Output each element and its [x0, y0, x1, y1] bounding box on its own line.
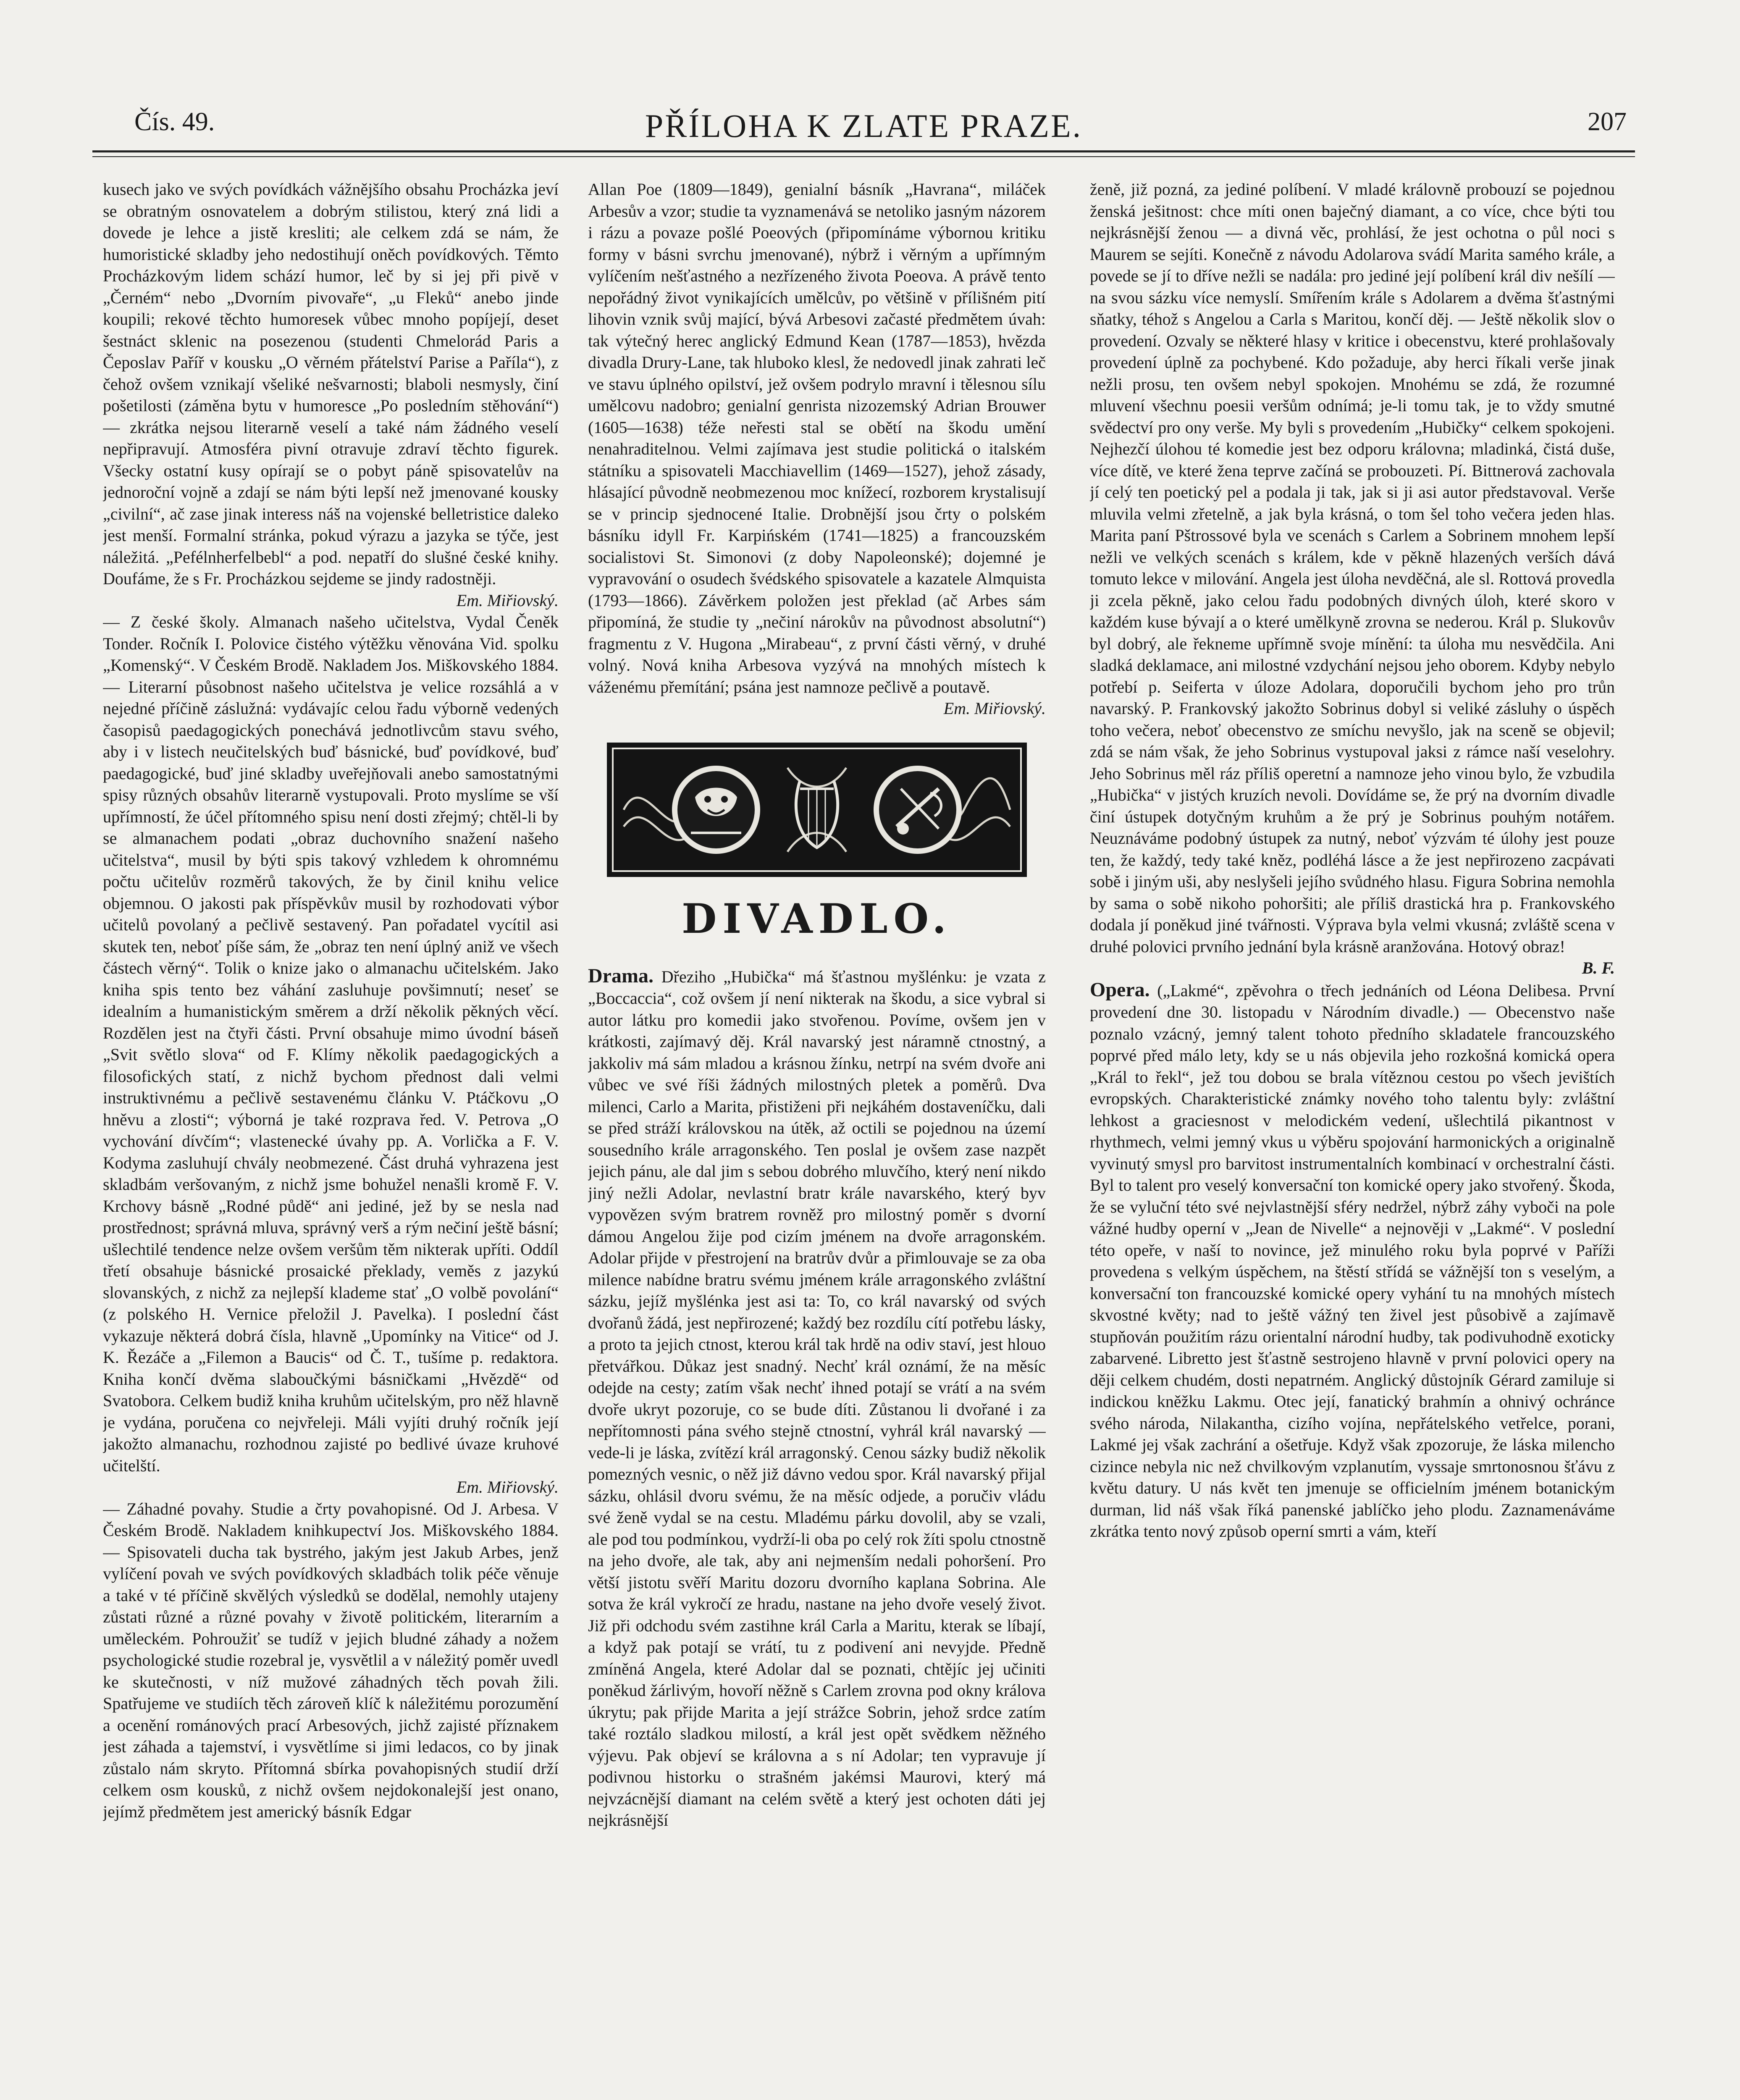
page-number: 207	[1588, 108, 1627, 136]
drama-review-text: Dřeziho „Hubička“ má šťastnou myšlénku: je vzata z „Boccaccia“, což ovšem jí není nikterak na škodu, a sice vybral si autor látku pro komedii jako stvořenou. Povíme, ovšem jen v krátkosti, zajímavý děj. Král navarský jest náramně ctnostný, a jakkoliv má sám mladou a krásnou žínku, netrpí na svém dvoře ani vůbec ve své říši žádných milostných pletek a poměrů. Dva milenci, Carlo a Marita, přistiženi při nejkáhém dostaveníčku, dali se před stráží královskou na útěk, až octili se pojednou na území sousedního krále arragonského. Ten poslal je ovšem zase nazpět jejich pánu, ale dal jim s sebou dobrého mluvčího, který není nikdo jiný nežli Adolar, nevlastní bratr krále navarského, který byv vypovězen svým bratrem rovněž pro milostný poměr s dvorní dámou Angelou žije pod cizím jménem na dvoře arragonském. Adolar přijde v přestrojení na bratrův dvůr a přimlouvaje se za oba milence nabídne bratru svému jménem krále arragonského zvláštní sázku, jejíž myšlénka jest asi ta: To, co král navarský od svých dvořanů žádá, jest nepřirozené; každý bez rozdílu cítí potřebu lásky, a proto ta jejich ctnost, kterou král tak hrdě na odiv staví, jest hlouo přetvářkou. Důkaz jest snadný. Nechť král oznámí, že na měsíc odejde na cesty; zatím však nechť ihned potají se vrátí a na svém dvoře ukryt pozoruje, co se bude díti. Zůstanou li dvořané i za nepřítomnosti pána svého stejně ctnostní, vyhrál král navarský — vede-li je láska, zvítězí král arragonský. Cenou sázky budiž několik pomezných vesnic, o něž již dávno vedou spor. Král navarský přijal sázku, ohlásil dvoru svému, že na měsíc odjede, a poručiv vládu své ženě vydal se na cestu. Mladému párku dovolil, aby se vzali, ale pod tou podmínkou, vydrží-li oba po celý rok žíti spolu ctnostně na jeho dvoře, ale tak, aby ani nejmenším nedali pohoršení. Pro větší jistotu svěří Maritu dozoru dvorního kaplana Sobrina. Ale sotva že král vykročí ze hradu, nastane na jeho dvoře veselý život. Již při odchodu svém zastihne král Carla a Maritu, kterak se líbají, a když pak potají se vrátí, tu z podivení ani nevyjde. Předně zmíněná Angela, které Adolar dal se poznati, chtějíc jej učiniti poněkud žárlivým, hovoří něžně s Carlem zrovna pod okny králova úkrytu; pak přijde Marita a její strážce Sobrin, jehož srdce zatím také roztálo sladkou milostí, a král jest opět svědkem něžného výjevu. Pak objeví se královna a s ní Adolar; ten vypravuje jí podivnou historku o strašném jakémsi Maurovi, který má nejvzácnější diamant na celém světě a který jest ochoten dáti jej nejkrásnější	[588, 967, 1046, 1830]
column-left	[103, 178, 559, 2100]
opera-review-text: („Lakmé“, zpěvohra o třech jednáních od Léona Delibesa. První provedení dne 30. listopadu v Národním divadle.) — Obecenstvo naše poznalo vzácný, jemný talent tohoto předního skladatele francouzského poprvé před málo lety, kdy se u nás objevila jeho rozkošná komická opera „Král to řekl“, jež tou dobou se brala vítěznou cestou po všech jevištích evropských. Charakteristické známky nového toho talentu byly: zvláštní lehkost a graciesnost v melodickém vedení, ušlechtilá pikantnost v rhythmech, velmi jemný vkus u výběru spojování harmonických a originalně vyvinutý smysl pro barvitost instrumentalních kombinací v orchestralní části. Byl to talent pro veselý konversační ton komické opery jako stvořený. Škoda, že se vyluční této své nejvlastnější sféry nedržel, nýbrž záhy vyboči na pole vážné hudby operní v „Jean de Nivelle“ a nejnověji v „Lakmé“. V poslední této opeře, v naší to novince, jež minulého roku byla poprvé v Paříži provedena s velkým úspěchem, na štěstí střídá se vážnější ton s veselým, a konversační ton francouzské komické opery vyhání tu na mnohých místech skvostné květy; nad to ještě vážný ten živel jest působivě a zajímavě stupňován použitím rázu orientalní národní hudby, tak podivuhodně exoticky zabarvené. Libretto jest šťastně sestrojeno hlavně v první polovici opery na ději celkem chudém, dosti nepatrném. Anglický důstojník Gérard zamiluje si indickou kněžku Lakmu. Otec její, fanatický brahmín a ohnivý ochránce svého národa, Nilakantha, cizího vojína, nepřátelského vetřelce, porani, Lakmé jej však zachrání a ošetřuje. Když však zpozoruje, že láska milencho cizince nebyla nic než chvilkovým vzplanutím, vyssaje smrtonosnou šťávu z květu datury. U nás květ ten jmenuje se officielním jménem botanickým durman, lid náš však říká panenské jablíčko jeho plodu. Zaznamenáváme zkrátka tento nový způsob operní smrti a vám, kteří	[1090, 981, 1615, 1541]
review-procházka-text: kusech jako ve svých povídkách vážnějšího obsahu Procházka jeví se obratným osnovatelem a dobrým stilistou, který zná lidi a dovede je lehce a jistě kresliti; ale celkem zdá se nám, že humoristické skladby jeho nedostihují oněch povídkových. Těmto Procházkovým lidem schází humor, leč by si jej při pivě v „Černém“ nebo „Dvorním pivovaře“, „u Fleků“ anebo jinde koupili; rekové těchto humoresek vůbec mnoho popíjejí, deset šestnáct sklenic na posezenou (studenti Chmelorád Paris a Čeposlav Paříř v kousku „O věrném přátelství Parise a Paříla“), z čehož ovšem vznikají všeliké nešvarnosti; blaboli nesmysly, činí pošetilosti (záměna bytu v humoresce „Po posledním stěhování“) — zkrátka nejsou literarně veselí a také nám žádného veselí nepřipravují. Atmosféra pivní otravuje zdraví těchto figurek. Všecky ostatní kusy opírají se o pobyt páně spisovatelův na jednoroční vojně a zdají se nám býti lepší než jmenované kousky „civilní“, ač zase jinak interess náš na vojenské belletristice daleko jest menší. Formalní stránka, pokud výrazu a jazyka se týče, jest náležitá. „Pefélnherfelbebl“ a pod. nepatří do slušné české knihy. Doufáme, že s Fr. Procházkou sejdeme se jindy radostněji.	[103, 180, 559, 588]
review-signature: Em. Miřiovský.	[456, 1478, 559, 1496]
opera-review	[1090, 979, 1615, 1542]
issue-number: Čís. 49.	[134, 108, 215, 136]
drama-review-continued: ženě, již pozná, za jediné políbení. V mladé královně probouzí se pojednou ženská ješitnost: chce míti onen baječný diamant, a co více, chce býti tou nejkrásnější ženou — a divná věc, prohlásí, že jest ochotna o půl noci s Maurem se sejíti. Konečně z návodu Adolarova svádí Marita samého krále, a povede se jí to dříve nežli se nadála: pro jediné její políbení král div nešílí — na svou sázku více nemyslí. Smířením krále s Adolarem a dvěma šťastnými sňatky, téhož s Angelou a Carla s Maritou, končí děj. — Ještě několik slov o provedení. Ozvaly se některé hlasy v kritice i obecenstvu, které prohlašovaly provedení úplně za pochybené. Kdo požaduje, aby herci říkali verše jinak nežli prosu, ten ovšem nebyl spokojen. Mnohému se zdá, že rozumné mluvení všechnu poesii veršům odnímá; je-li tomu tak, je to vždy smutné svědectví pro ony verše. My byli s provedením „Hubičky“ celkem spokojeni. Nejhezčí úlohou té komedie jest bez odporu královna; mladinká, čistá duše, více dítě, ve které žena teprve začíná se probouzeti. Pí. Bittnerová zachovala jí celý ten poetický pel a podala ji tak, jak si ji asi autor představoval. Verše mluvila velmi zřetelně, a jak byla krásná, o tom šel toho večera jeden hlas. Marita paní Pštrossové byla ve scenách s Carlem a Sobrinem mnohem lepší nežli ve velkých scenách s králem, kde v pěkně hlazených verších dává tomuto lekce v milování. Angela jest úloha nevděčná, ale sl. Rottová provedla ji zcela pěkně, jako celou řadu podobných divných úloh, které skoro v každém kuse bývají a o které umělkyně zrovna se nederou. Král p. Slukovův byl dobrý, ale řekneme upřímně svoje mínění: ta úloha mu nesvědčila. Ani sladká deklamace, ani milostné vzdychání nejsou jeho oborem. Kdyby nebylo potřebí p. Seiferta v úloze Adolara, doporučili bychom jeho pro trůn navarský. P. Frankovský jakožto Sobrinus dobyl si veliké zásluhy o úspěch toho večera, neboť obecenstvo ze smíchu nevyšlo, jak na sceně se objevil; zdá se nám však, že jeho Sobrinus vystupoval jaksi z rámce naší veselohry. Jeho Sobrinus měl ráz příliš operetní a namnoze jeho vinou bylo, že vzbudila „Hubička“ v jistých kruzích nevoli. Dovídáme se, že prý na dvorním divadle činí ústupek dotyčným kruhům a že prý je Sobrinus pouhým notářem. Neuznáváme podobný ústupek za nutný, neboť výzvám té úlohy jest pouze ten, že každý, tedy také kněz, podléhá lásce a že jest nepřirozeno zacpávati sobě i jiným uši, aby neslyšeli jejího svůdného hlasu. Figura Sobrina nemohla by sama o sobě nikoho pohoršiti; ale příliš drastická hra p. Frankovského dodala jí poněkud jiné tvářnosti. Výprava byla velmi vkusná; zvláště scena v druhé polovici prvního jednání byla krásně aranžována. Hotový obraz!	[1090, 180, 1615, 956]
music-instruments-medallion-right	[874, 766, 962, 854]
section-heading-divadlo: DIVADLO.	[682, 895, 952, 942]
review-almanach-text: — Z české školy. Almanach našeho učitelstva, Vydal Čeněk Tonder. Ročník I. Polovice čistého výtěžku věnována Vid. spolku „Komenský“. V Českém Brodě. Nakladem Jos. Miškovského 1884. — Literarní působnost našeho učitelstva je velice rozsáhlá a v nejedné příčině záslužná: vydávajíc celou řadu výborně vedených časopisů paedagogických ponechává jednotlivcům stavu svého, aby i v listech neučitelských buď básnické, buď povídkové, buď paedagogické, buď jiné skladby uveřejňovali anebo samostatnými spisy různých obsahův literarně vystupovali. Proto myslíme se vší upřímností, že účel přítomného spisu není dosti zřejmý; chtěl-li by se almanachem podati „obraz duchovního snažení našeho učitelstva“, musil by býti spis takový vzhledem k ohromnému počtu učitelův rozměrů takových, že by činil knihu velice objemnou. O jakosti pak příspěvkův musil by rozhodovati výbor učitelů povolaný a pečlivě sestavený. Pan pořadatel vycítil asi skutek ten, neboť píše sám, že „obraz ten není úplný aniž ve všech částech věrný“. Tolik o knize jako o almanachu učitelském. Jako kniha spis tento bez váhání zasluhuje povšimnutí; neseť se idealním a humanistickým směrem a drží několik pěkných věcí. Rozdělen jest na čtyři části. První obsahuje mimo úvodní báseň „Svit světlo slova“ od F. Klímy několik paedagogických a filosofických statí, z nichž bychom přednost dali velmi instruktivnému a pečlivě sestavenému článku V. Ptáčkovu „O hněvu a zlosti“; výborná je také rozprava řed. V. Petrova „O vychování dívčím“; vlastenecké úvahy pp. A. Vorlička a F. V. Kodyma zasluhují chvály neobmezené. Část druhá vyhrazena jest skladbám veršovaným, z nichž jsme bohužel nenašli kromě F. V. Krchovy básně „Rodné půdě“ ani jediné, jež by se nesla nad prostřednost; správná mluva, správný verš a rým nečiní ještě básní; ušlechtilé tendence nelze ovšem veršům těm nikterak upříti. Oddíl třetí obsahuje básnické prosaické překlady, veměs z jazykú slovanských, z nichž za nejlepší klademe stať „O volbě povolání“ (z polského H. Vernice přeložil J. Pavelka). I poslední část vykazuje některá dobrá čísla, hlavně „Upomínky na Vitice“ od J. K. Řezáče a „Filemon a Baucis“ od Č. T., tušíme p. redaktora. Kniha končí dvěma slaboučkými básničkami „Hvězdě“ od Svatobora. Celkem budiž kniha kruhům učitelským, pro něž hlavně je vydána, poručena co nejvřeleji. Máli vyjíti druhý ročník její jakožto almanachu, rozhodnou zajisté po bedlivé úvaze kruhové učitelští.	[103, 612, 559, 1475]
page-header	[92, 107, 1635, 153]
publication-title: PŘÍLOHA K ZLATE PRAZE.	[645, 108, 1083, 144]
review-arbes-text: — Záhadné povahy. Studie a črty povahopisné. Od J. Arbesa. V Českém Brodě. Nakladem knihkupectví Jos. Miškovského 1884. — Spisovateli ducha tak bystrého, jakým jest Jakub Arbes, jenž vylíčení povah ve svých povídkových skladbách tolik péče věnuje a také v té příčině skvělých výsledků se dodělal, nemohly utajeny zůstati různé a různé povahy v životě politickém, literarním a uměleckém. Pohroužiť se tudíž v jejich bludné záhady a nožem psychologické studie rozebral je, vysvětlil a v náležitý poměr uvedl ke skutečnosti, v níž mužové záhadných těch povah žili. Spatřujeme ve studiích těch zároveň klíč k náležitému porozumění a ocenění románových prací Arbesových, jichž zajisté příznakem jest záhada a tajemství, i vysvětlíme si jimi ledacos, co by jinak zůstalo nám skryto. Přítomná sbírka povahopisných studií drží celkem osm kousků, z nichž ovšem nejdokonalejší jest onano, jejímž předmětem jest americký básník Edgar	[103, 1499, 559, 1821]
drama-label: Drama.	[588, 964, 653, 987]
header-rule-thin	[92, 156, 1635, 157]
ornament-banner-graphic	[607, 743, 1027, 877]
column-right	[1090, 178, 1615, 2100]
decorative-ornament-banner	[607, 743, 1027, 877]
drama-review	[588, 965, 1046, 1831]
theatre-mask-medallion-left	[672, 766, 760, 854]
review-signature: Em. Miřiovský.	[943, 699, 1046, 718]
opera-label: Opera.	[1090, 978, 1150, 1001]
column-middle	[588, 178, 1046, 2100]
review-initials: B. F.	[1582, 958, 1615, 977]
review-arbes-continued: Allan Poe (1809—1849), genialní básník „Havrana“, miláček Arbesův a vzor; studie ta vyznamenává se netoliko jasným názorem i rázu a povaze pošlé Poeových (připomínáme výbornou kritiku formy v básni svrchu jmenované), nýbrž i věrným a upřímným vylíčením nešťastného a nezřízeného života Poeova. A právě tento nepořádný život vynikajících umělcův, po většině v přílišném pití lihovin vznik svůj mající, bývá Arbesovi začasté předmětem úvah: tak výtečný herec anglický Edmund Kean (1787—1853), hvězda divadla Drury-Lane, tak hluboko klesl, že nedovedl jinak zahrati leč ve stavu úplného opilství, jež ovšem podrylo mravní i tělesnou sílu umělcovu nadobro; genialní genrista nizozemský Adrian Brouwer (1605—1638) téže neřesti stal se obětí na škodu umění nenahraditelnou. Velmi zajímava jest studie politická o italském státníku a spisovateli Macchiavellim (1469—1527), jehož zásady, hlásající původně neobmezenou moc knížecí, rozborem krystalisují se v princip sjednocené Italie. Drobnější jsou črty o polském básníku idyll Fr. Karpińském (1741—1825) a francouzském socialistovi St. Simonovi (z doby Napoleonské); dojemné je vypravování o osudech švédského spisovatele a kazatele Almquista (1793—1866). Závěrkem položen jest překlad (ač Arbes sám připomíná, že studie ty „nečiní nárokův na původnost absolutní“) fragmentu z V. Hugona „Mirabeau“, z první části věrný, v druhé volný. Nová kniha Arbesova vyzývá na mnohých místech k váženému přemítání; psána jest namnoze pečlivě a poutavě.	[588, 180, 1046, 696]
header-rule-thick	[92, 150, 1635, 152]
review-signature: Em. Miřiovský.	[456, 591, 559, 610]
